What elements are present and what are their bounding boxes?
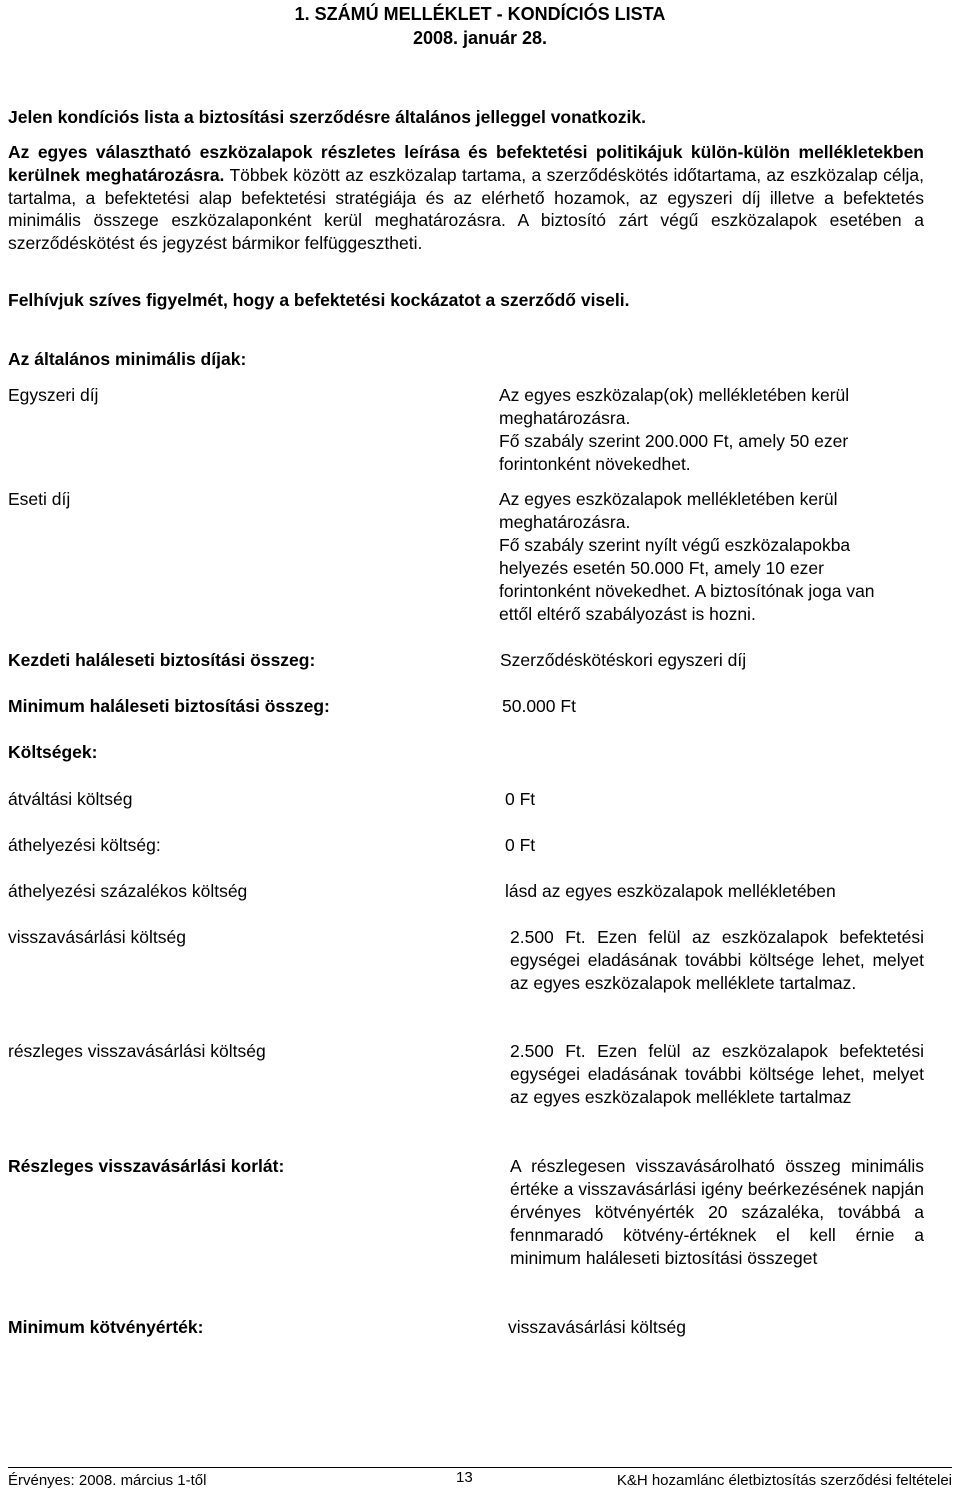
cost-value-athelyezesi: 0 Ft bbox=[505, 835, 536, 855]
footer-page-number: 13 bbox=[456, 1469, 473, 1486]
cost-value-reszleges-visszavasarlasi: 2.500 Ft. Ezen felül az eszközalapok befektetési egységei eladásának további költsége lehet, melyet az egyes eszközalapok melléklete tartalmaz bbox=[510, 1041, 924, 1107]
cost-label-athelyezesi: áthelyezési költség: bbox=[8, 835, 161, 855]
intro-paragraph bbox=[8, 141, 924, 255]
cost-value-visszavasarlasi: 2.500 Ft. Ezen felül az eszközalapok befektetési egységei eladásának további költsége lehet, melyet az egyes eszközalapok melléklete tartalmaz. bbox=[510, 927, 924, 993]
cost-value-reszleges-korlat: A részlegesen visszavásárolható összeg minimális értéke a visszavásárlási igény beérkezésének napján érvényes kötvényérték 20 százaléka, továbbá a fennmaradó kötvény-értéknek el kell érnie a minimum haláleseti biztosítási összeget bbox=[510, 1156, 924, 1268]
fee-label-egyszeri: Egyszeri díj bbox=[8, 385, 99, 405]
cost-label-atvaltasi: átváltási költség bbox=[8, 789, 133, 809]
fee-value-eseti: Az egyes eszközalapok mellékletében kerül meghatározásra. Fő szabály szerint nyílt végű eszközalapokba helyezés esetén 50.000 Ft, amely 10 ezer forintonként növekedhet. A biztosítónak joga van ettől eltérő szabályozást is hozni. bbox=[499, 489, 875, 624]
fee-label-eseti: Eseti díj bbox=[8, 489, 71, 509]
cost-label-reszleges-korlat: Részleges visszavásárlási korlát: bbox=[8, 1156, 285, 1176]
cost-label-visszavasarlasi: visszavásárlási költség bbox=[8, 927, 186, 947]
cost-value-atvaltasi: 0 Ft bbox=[505, 789, 536, 809]
cost-label-minimum-kotvenyertek: Minimum kötvényérték: bbox=[8, 1317, 204, 1337]
cost-label-reszleges-visszavasarlasi: részleges visszavásárlási költség bbox=[8, 1041, 266, 1061]
footer-product: K&H hozamlánc életbiztosítás szerződési feltételei bbox=[616, 1472, 952, 1489]
intro-paragraph-bold: Az egyes választható eszközalapok részletes leírása és befektetési politikájuk külön-külön mellékletekben kerülnek meghatározásra. bbox=[8, 142, 924, 185]
attention-line: Felhívjuk szíves figyelmét, hogy a befektetési kockázatot a szerződő viseli. bbox=[8, 290, 630, 310]
intro-paragraph-text: Többek között az eszközalap tartama, a szerződéskötés időtartama, az eszközalap célja, tartalma, a befektetési alap befektetési stratégiája és az elérhető hozamok, az egyszeri díj illetve a befektetés minimális összege eszközalaponként kerül meghatározásra. A biztosító zárt végű eszközalapok esetében a szerződéskötést és jegyzést bármikor felfüggesztheti. bbox=[8, 164, 924, 254]
fee-value-kezdeti: Szerződéskötéskori egyszeri díj bbox=[500, 650, 747, 670]
footer-divider bbox=[8, 1467, 952, 1468]
footer-valid: Érvényes: 2008. március 1-től bbox=[8, 1472, 207, 1489]
document-title: 1. SZÁMÚ MELLÉKLET - KONDÍCIÓS LISTA bbox=[294, 4, 666, 24]
costs-heading: Költségek: bbox=[8, 742, 98, 762]
fee-value-egyszeri: Az egyes eszközalap(ok) mellékletében kerül meghatározásra. Fő szabály szerint 200.000 Ft, amely 50 ezer forintonként növekedhet. bbox=[499, 385, 850, 474]
fee-label-kezdeti: Kezdeti haláleseti biztosítási összeg: bbox=[8, 650, 316, 670]
cost-label-athelyezesi-szazalekos: áthelyezési százalékos költség bbox=[8, 881, 248, 901]
fee-value-minimum: 50.000 Ft bbox=[502, 696, 576, 716]
document-date: 2008. január 28. bbox=[412, 28, 548, 48]
cost-value-athelyezesi-szazalekos: lásd az egyes eszközalapok mellékletében bbox=[505, 881, 836, 901]
cost-value-minimum-kotvenyertek: visszavásárlási költség bbox=[508, 1317, 686, 1337]
fee-label-minimum: Minimum haláleseti biztosítási összeg: bbox=[8, 696, 330, 716]
intro-line: Jelen kondíciós lista a biztosítási szerződésre általános jelleggel vonatkozik. bbox=[8, 107, 646, 127]
fees-heading: Az általános minimális díjak: bbox=[8, 349, 247, 369]
